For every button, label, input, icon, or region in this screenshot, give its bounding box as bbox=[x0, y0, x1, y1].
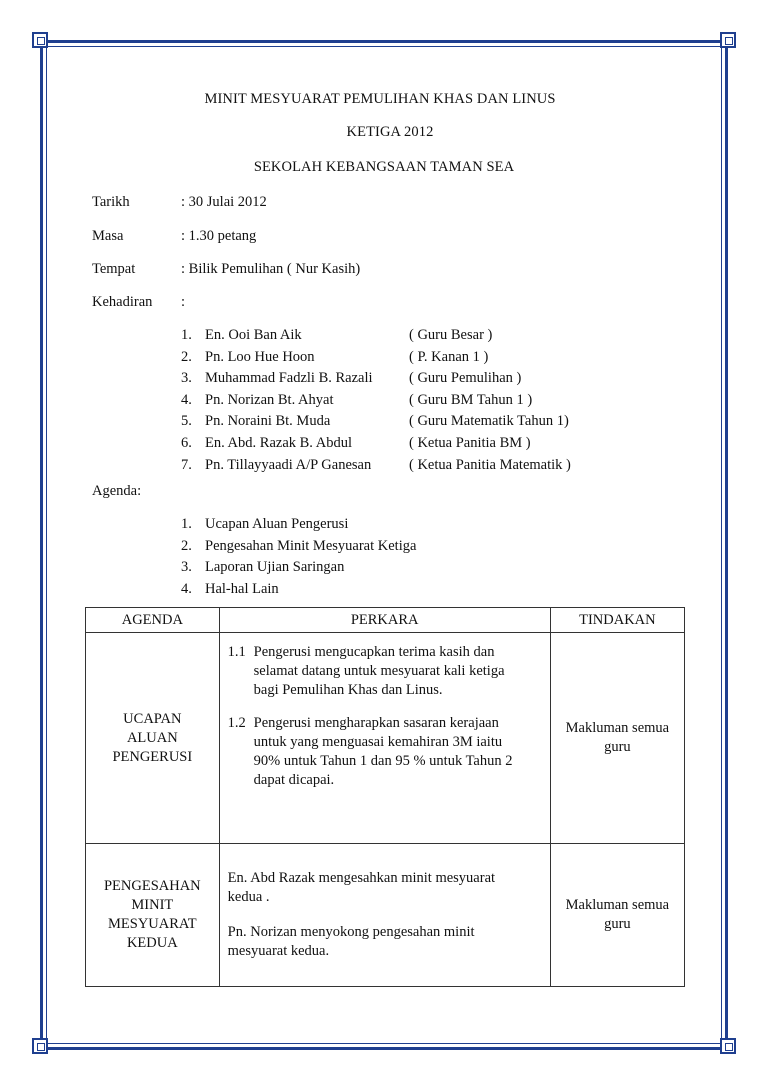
cell-line: guru bbox=[604, 916, 631, 932]
attendee-name: En. Ooi Ban Aik bbox=[205, 327, 302, 343]
title-line-1: MINIT MESYUARAT PEMULIHAN KHAS DAN LINUS bbox=[204, 91, 556, 107]
list-item bbox=[181, 516, 416, 538]
agenda-label: Agenda: bbox=[92, 483, 142, 499]
list-item bbox=[181, 413, 569, 435]
corner-ornament-bottom-right bbox=[720, 1038, 736, 1054]
column-header-agenda: AGENDA bbox=[86, 608, 220, 633]
tempat-value: : Bilik Pemulihan ( Nur Kasih) bbox=[181, 261, 361, 277]
cell-line: PENGESAHAN bbox=[103, 878, 201, 894]
cell-line: UCAPAN bbox=[123, 710, 182, 727]
cell-line: Pn. Norizan menyokong pengesahan minit bbox=[227, 924, 475, 940]
list-item bbox=[181, 538, 416, 560]
kehadiran-value: : bbox=[181, 294, 186, 310]
item-number: 1.1 bbox=[227, 644, 246, 660]
masa-value: : 1.30 petang bbox=[181, 228, 257, 244]
attendee-role: ( Ketua Panitia Matematik ) bbox=[409, 456, 571, 473]
list-item bbox=[181, 456, 571, 479]
column-header-perkara: PERKARA bbox=[219, 608, 550, 633]
cell-line: Makluman semua bbox=[565, 720, 670, 736]
tindakan-cell bbox=[550, 844, 684, 987]
title-line-3: SEKOLAH KEBANGSAAN TAMAN SEA bbox=[253, 159, 515, 175]
agenda-item-text: Laporan Ujian Saringan bbox=[205, 559, 345, 576]
tarikh-value: : 30 Julai 2012 bbox=[181, 194, 267, 210]
item-number: 6. bbox=[181, 434, 192, 451]
agenda-cell bbox=[86, 844, 220, 987]
cell-line: 90% untuk Tahun 1 dan 95 % untuk Tahun 2 bbox=[253, 753, 513, 769]
cell-line: En. Abd Razak mengesahkan minit mesyuarat bbox=[227, 870, 496, 886]
attendee-role: ( Guru Besar ) bbox=[409, 327, 493, 343]
cell-line: kedua . bbox=[227, 889, 270, 905]
attendee-role: ( Guru Matematik Tahun 1) bbox=[409, 413, 569, 430]
cell-line: Pengerusi mengucapkan terima kasih dan bbox=[253, 644, 495, 660]
tindakan-cell bbox=[550, 633, 684, 844]
attendee-name: Muhammad Fadzli B. Razali bbox=[205, 370, 373, 387]
tarikh-label: Tarikh bbox=[92, 194, 130, 210]
cell-line: bagi Pemulihan Khas dan Linus. bbox=[253, 682, 443, 698]
item-number: 5. bbox=[181, 413, 192, 430]
agenda-list bbox=[181, 516, 416, 602]
cell-line: mesyuarat kedua. bbox=[227, 943, 330, 959]
tempat-label: Tempat bbox=[92, 261, 136, 277]
list-item bbox=[181, 370, 522, 392]
cell-line: PENGERUSI bbox=[112, 748, 193, 765]
cell-line: KEDUA bbox=[126, 935, 178, 951]
agenda-item-text: Hal-hal Lain bbox=[205, 580, 279, 597]
column-header-tindakan: TINDAKAN bbox=[550, 608, 684, 633]
attendee-list bbox=[181, 327, 571, 478]
item-number: 2. bbox=[181, 537, 192, 554]
attendee-role: ( P. Kanan 1 ) bbox=[409, 348, 489, 365]
perkara-cell bbox=[219, 633, 550, 844]
item-number: 1. bbox=[181, 516, 192, 532]
list-item bbox=[181, 434, 531, 457]
cell-line: dapat dicapai. bbox=[253, 772, 335, 788]
list-item bbox=[181, 327, 493, 349]
list-item bbox=[181, 348, 489, 371]
corner-ornament-top-left bbox=[32, 32, 48, 48]
list-item bbox=[181, 391, 533, 414]
corner-ornament-bottom-left bbox=[32, 1038, 48, 1054]
attendee-role: ( Ketua Panitia BM ) bbox=[409, 434, 531, 451]
perkara-item bbox=[228, 714, 542, 790]
title-line-2: KETIGA 2012 bbox=[346, 124, 434, 140]
cell-line: Pengerusi mengharapkan sasaran kerajaan bbox=[253, 715, 499, 731]
cell-line: MESYUARAT bbox=[108, 916, 197, 932]
list-item bbox=[181, 581, 416, 603]
item-number: 4. bbox=[181, 580, 192, 597]
agenda-cell bbox=[86, 633, 220, 844]
item-number: 1. bbox=[181, 327, 192, 343]
cell-line: guru bbox=[604, 739, 631, 755]
attendee-role: ( Guru BM Tahun 1 ) bbox=[409, 391, 533, 408]
masa-label: Masa bbox=[92, 228, 124, 244]
attendee-name: Pn. Noraini Bt. Muda bbox=[205, 413, 331, 430]
item-number: 2. bbox=[181, 348, 192, 365]
item-number: 4. bbox=[181, 391, 192, 408]
attendee-name: En. Abd. Razak B. Abdul bbox=[205, 434, 353, 451]
perkara-item bbox=[228, 643, 542, 700]
attendee-role: ( Guru Pemulihan ) bbox=[409, 370, 522, 387]
table-row bbox=[86, 844, 685, 987]
item-number: 3. bbox=[181, 559, 192, 576]
item-number: 3. bbox=[181, 370, 192, 387]
item-number: 1.2 bbox=[227, 715, 246, 731]
attendee-name: Pn. Norizan Bt. Ahyat bbox=[205, 391, 334, 408]
cell-line: selamat datang untuk mesyuarat kali ketiga bbox=[253, 663, 505, 679]
perkara-cell bbox=[219, 844, 550, 987]
cell-line: untuk yang menguasai kemahiran 3M iaitu bbox=[253, 734, 503, 750]
table-row bbox=[86, 633, 685, 844]
cell-line: ALUAN bbox=[126, 729, 178, 746]
attendee-name: Pn. Tillayyaadi A/P Ganesan bbox=[205, 456, 372, 473]
agenda-item-text: Ucapan Aluan Pengerusi bbox=[205, 516, 349, 532]
cell-line: MINIT bbox=[131, 897, 174, 913]
minutes-table bbox=[85, 607, 685, 987]
corner-ornament-top-right bbox=[720, 32, 736, 48]
kehadiran-label: Kehadiran bbox=[92, 294, 153, 310]
table-header-row bbox=[86, 608, 685, 633]
attendee-name: Pn. Loo Hue Hoon bbox=[205, 348, 315, 365]
item-number: 7. bbox=[181, 456, 192, 473]
list-item bbox=[181, 559, 416, 581]
agenda-item-text: Pengesahan Minit Mesyuarat Ketiga bbox=[205, 537, 417, 554]
cell-line: Makluman semua bbox=[565, 897, 670, 913]
